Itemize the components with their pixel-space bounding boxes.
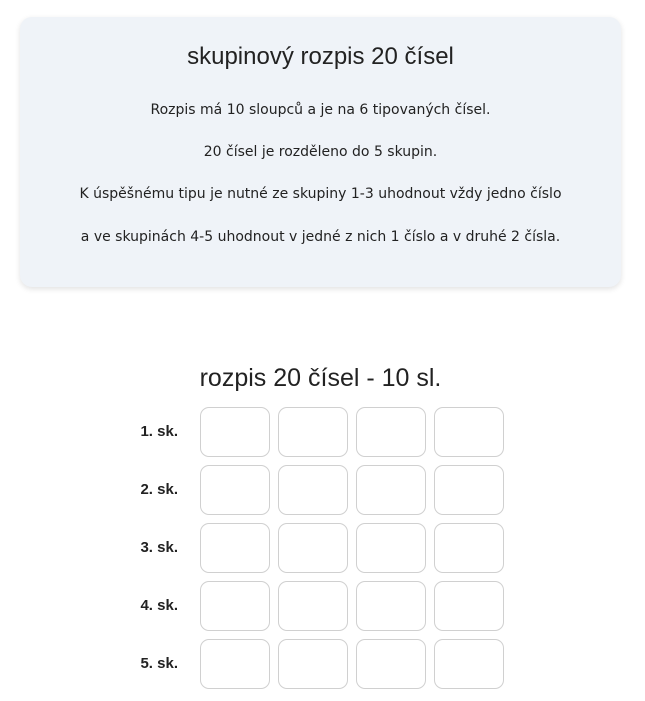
- group-label: 2. sk.: [140, 481, 178, 498]
- group-label: 5. sk.: [140, 655, 178, 672]
- number-input[interactable]: [356, 639, 426, 689]
- info-title: skupinový rozpis 20 čísel: [187, 43, 454, 70]
- number-input[interactable]: [356, 581, 426, 631]
- number-input[interactable]: [434, 581, 504, 631]
- number-input[interactable]: [200, 407, 270, 457]
- group-row-4: [0, 581, 645, 631]
- number-input[interactable]: [356, 407, 426, 457]
- group-row-1: [0, 407, 645, 457]
- info-card: [20, 17, 621, 287]
- number-input[interactable]: [200, 465, 270, 515]
- number-input[interactable]: [434, 465, 504, 515]
- group-label: 1. sk.: [140, 423, 178, 440]
- number-input[interactable]: [278, 639, 348, 689]
- number-input[interactable]: [434, 523, 504, 573]
- group-label: 3. sk.: [140, 539, 178, 556]
- number-input[interactable]: [356, 465, 426, 515]
- number-input[interactable]: [200, 639, 270, 689]
- grid-title: rozpis 20 čísel - 10 sl.: [199, 364, 442, 392]
- group-row-5: [0, 639, 645, 689]
- number-input[interactable]: [278, 523, 348, 573]
- info-line-rule-1: K úspěšnému tipu je nutné ze skupiny 1-3 uhodnout vždy jedno číslo: [79, 186, 562, 202]
- group-row-3: [0, 523, 645, 573]
- info-line-rule-2: a ve skupinách 4-5 uhodnout v jedné z nich 1 číslo a v druhé 2 čísla.: [80, 229, 561, 245]
- info-line-columns: Rozpis má 10 sloupců a je na 6 tipovaných čísel.: [150, 102, 491, 118]
- number-input[interactable]: [200, 581, 270, 631]
- number-input[interactable]: [278, 407, 348, 457]
- number-input[interactable]: [200, 523, 270, 573]
- number-input[interactable]: [356, 523, 426, 573]
- group-row-2: [0, 465, 645, 515]
- number-input[interactable]: [434, 639, 504, 689]
- group-label: 4. sk.: [140, 597, 178, 614]
- info-line-groups: 20 čísel je rozděleno do 5 skupin.: [203, 144, 438, 160]
- number-input[interactable]: [278, 581, 348, 631]
- number-input[interactable]: [278, 465, 348, 515]
- number-input[interactable]: [434, 407, 504, 457]
